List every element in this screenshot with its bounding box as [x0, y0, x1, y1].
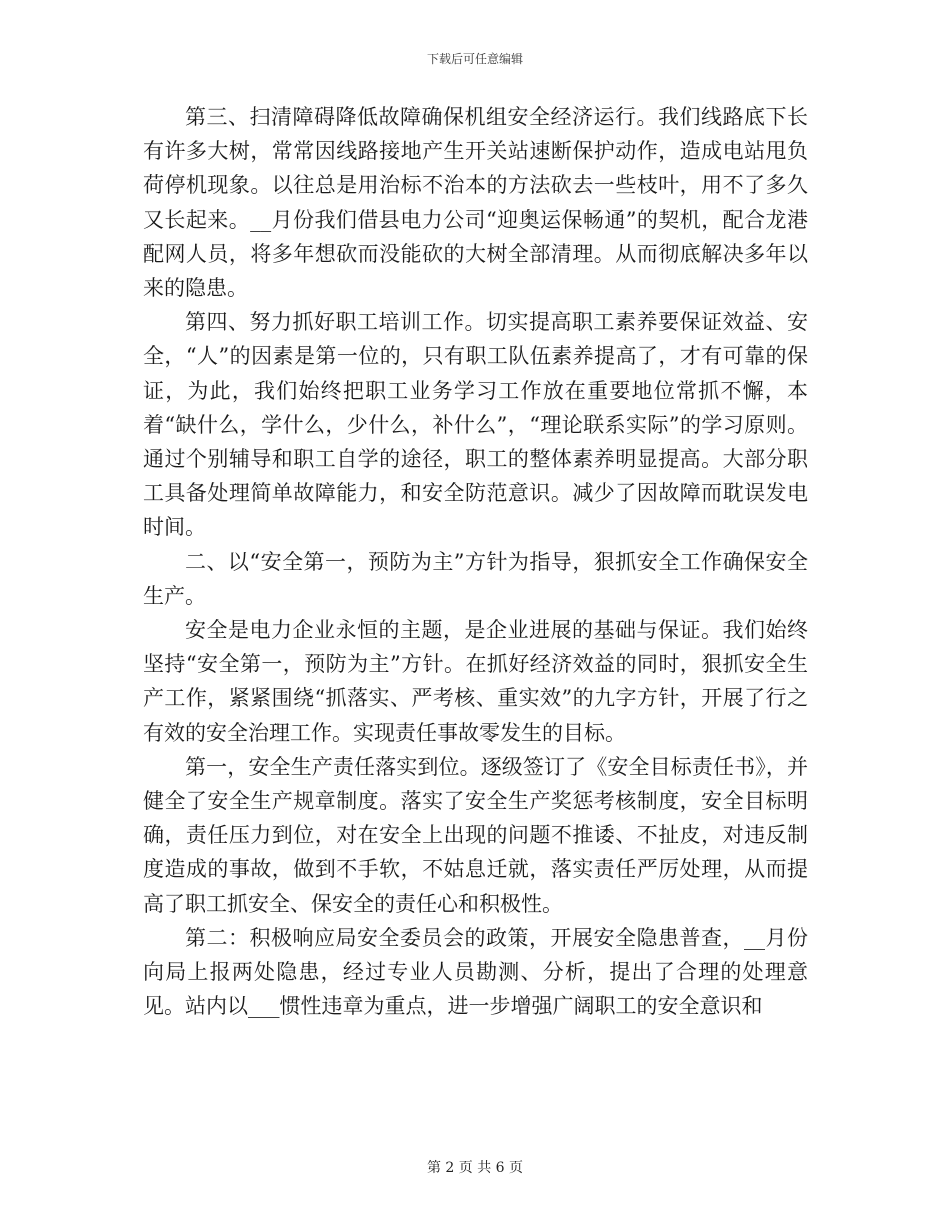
section-heading-safety-first: 二、以“安全第一，预防为主”方针为指导，狠抓安全工作确保安全生产。	[143, 549, 808, 608]
paragraph-safety-theme: 安全是电力企业永恒的主题，是企业进展的基础与保证。我们始终坚持“安全第一，预防为主”方针。在抓好经济效益的同时，狠抓安全生产工作，紧紧围绕“抓落实、严考核、重实效”的九字方针，开展了行之有效的安全治理工作。实现责任事故零发生的目标。	[143, 618, 808, 745]
document-body	[143, 100, 808, 1023]
page-header: 下载后可任意编辑	[426, 52, 523, 66]
paragraph-third-clear-obstacles: 第三、扫清障碍降低故障确保机组安全经济运行。我们线路底下长有许多大树，常常因线路接地产生开关站速断保护动作，造成电站甩负荷停机现象。以往总是用治标不治本的方法砍去一些枝叶，用不了多久又长起来。__月份我们借县电力公司“迎奥运保畅通”的契机，配合龙港配网人员，将多年想砍而没能砍的大树全部清理。从而彻底解决多年以来的隐患。	[143, 105, 808, 301]
paragraph-second-hazard-survey: 第二：积极响应局安全委员会的政策，开展安全隐患普查，__月份向局上报两处隐患，经过专业人员勘测、分析，提出了合理的处理意见。站内以___惯性违章为重点，进一步增强广阔职工的安全意识和	[143, 925, 808, 1019]
paragraph-first-responsibility: 第一，安全生产责任落实到位。逐级签订了《安全目标责任书》，并健全了安全生产规章制度。落实了安全生产奖惩考核制度，安全目标明确，责任压力到位，对在安全上出现的问题不推诿、不扯皮，对违反制度造成的事故，做到不手软，不姑息迁就，落实责任严厉处理，从而提高了职工抓安全、保安全的责任心和积极性。	[143, 754, 808, 916]
page-number: 第 2 页 共 6 页	[426, 1160, 524, 1176]
paragraph-fourth-staff-training: 第四、努力抓好职工培训工作。切实提高职工素养要保证效益、安全，“人”的因素是第一位的，只有职工队伍素养提高了，才有可靠的保证，为此，我们始终把职工业务学习工作放在重要地位常抓不懈，本着“缺什么，学什么，少什么，补什么”，“理论联系实际”的学习原则。通过个别辅导和职工自学的途径，职工的整体素养明显提高。大部分职工具备处理简单故障能力，和安全防范意识。减少了因故障而耽误发电时间。	[143, 310, 808, 540]
